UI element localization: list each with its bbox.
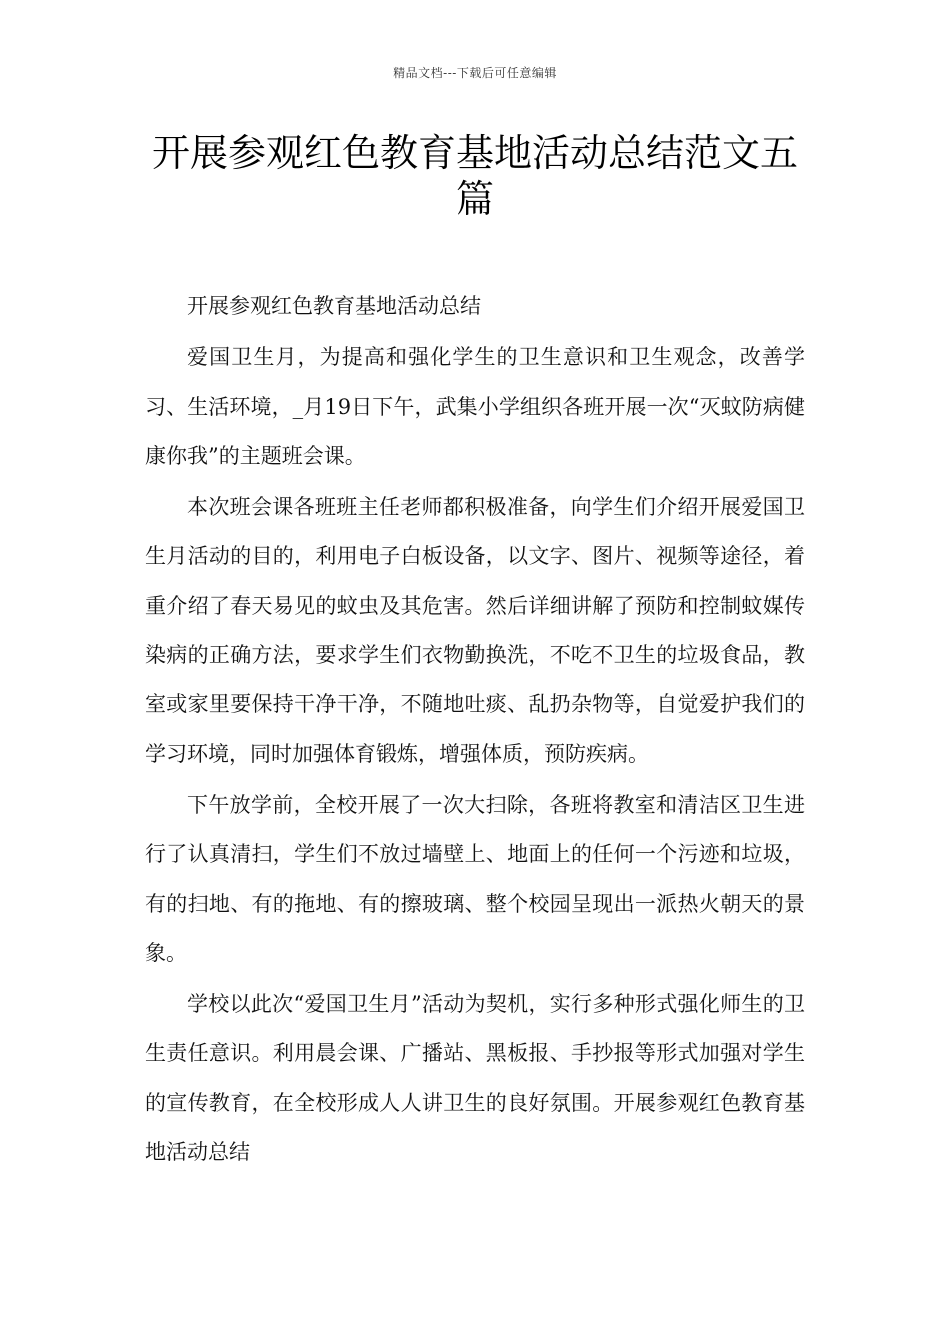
document-body: [145, 282, 805, 1179]
header-note: 精品文档---下载后可任意编辑: [393, 66, 557, 80]
paragraph-1: 爱国卫生月，为提高和强化学生的卫生意识和卫生观念，改善学习、生活环境，_月19日下午，武集小学组织各班开展一次“灭蚊防病健康你我”的主题班会课。: [145, 345, 805, 468]
paragraph-4: 学校以此次“爱国卫生月”活动为契机，实行多种形式强化师生的卫生责任意识。利用晨会课、广播站、黑板报、手抄报等形式加强对学生的宣传教育，在全校形成人人讲卫生的良好氛围。开展参观红色教育基地活动总结: [145, 992, 805, 1165]
document-title: 开展参观红色教育基地活动总结范文五篇: [151, 131, 798, 221]
paragraph-3: 下午放学前，全校开展了一次大扫除，各班将教室和清洁区卫生进行了认真清扫，学生们不放过墙壁上、地面上的任何一个污迹和垃圾，有的扫地、有的拖地、有的擦玻璃、整个校园呈现出一派热火朝天的景象。: [145, 792, 805, 965]
paragraph-subtitle: 开展参观红色教育基地活动总结: [187, 294, 481, 318]
paragraph-2: 本次班会课各班班主任老师都积极准备，向学生们介绍开展爱国卫生月活动的目的，利用电子白板设备，以文字、图片、视频等途径，着重介绍了春天易见的蚊虫及其危害。然后详细讲解了预防和控制蚊媒传染病的正确方法，要求学生们衣物勤换洗，不吃不卫生的垃圾食品，教室或家里要保持干净干净，不随地吐痰、乱扔杂物等，自觉爱护我们的学习环境，同时加强体育锻炼，增强体质，预防疾病。: [145, 495, 805, 766]
